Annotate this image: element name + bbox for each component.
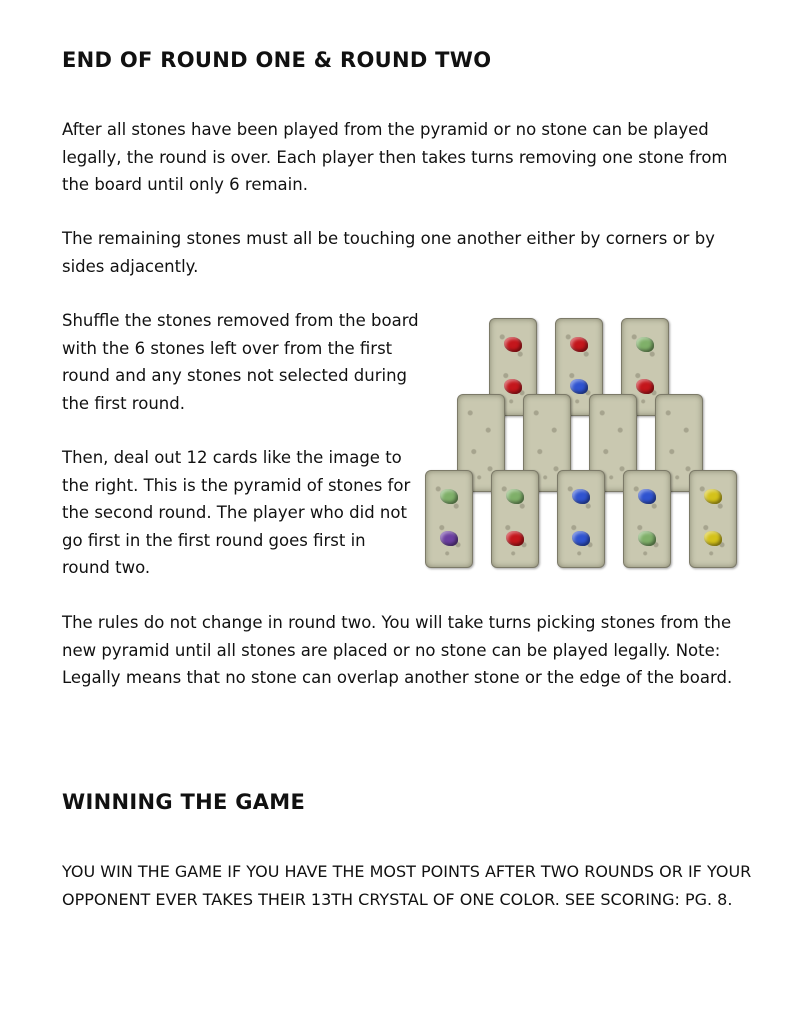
stone-pyramid-image [420,318,745,568]
green-crystal-icon [506,489,524,504]
red-crystal-icon [570,337,588,352]
paragraph-deal: Then, deal out 12 cards like the image to the right. This is the pyramid of stones for the second round. The player who did not go first in the first round goes first in round two. [62,448,411,577]
yellow-crystal-icon [704,531,722,546]
purple-crystal-icon [440,531,458,546]
stone-card [425,470,473,568]
blue-crystal-icon [638,489,656,504]
green-crystal-icon [638,531,656,546]
red-crystal-icon [636,379,654,394]
paragraph-winning: YOU WIN THE GAME IF YOU HAVE THE MOST POINTS AFTER TWO ROUNDS OR IF YOUR OPPONENT EVER TAKES THEIR 13TH CRYSTAL OF ONE COLOR. SEE SCORING: PG. 8. [62,862,752,909]
paragraph-shuffle: Shuffle the stones removed from the board with the 6 stones left over from the first round and any stones not selected during the first round. [62,311,419,413]
heading-round-two: END OF ROUND ONE & ROUND TWO [62,48,492,72]
heading-winning: WINNING THE GAME [62,790,306,814]
stone-card [623,470,671,568]
red-crystal-icon [504,337,522,352]
green-crystal-icon [440,489,458,504]
paragraph-rules-round-two: The rules do not change in round two. You will take turns picking stones from the new pyramid until all stones are placed or no stone can be played legally. Note: Legally means that no stone can overlap another stone or the edge of the board. [62,613,733,687]
stone-card [557,470,605,568]
paragraph-remaining-stones: The remaining stones must all be touching one another either by corners or by sides adjacently. [62,229,715,276]
blue-crystal-icon [572,531,590,546]
yellow-crystal-icon [704,489,722,504]
stone-card [491,470,539,568]
red-crystal-icon [504,379,522,394]
stone-card [689,470,737,568]
blue-crystal-icon [570,379,588,394]
green-crystal-icon [636,337,654,352]
paragraph-end-of-round: After all stones have been played from the pyramid or no stone can be played legally, the round is over. Each player then takes turns removing one stone from the board until only 6 remain. [62,120,728,194]
red-crystal-icon [506,531,524,546]
blue-crystal-icon [572,489,590,504]
